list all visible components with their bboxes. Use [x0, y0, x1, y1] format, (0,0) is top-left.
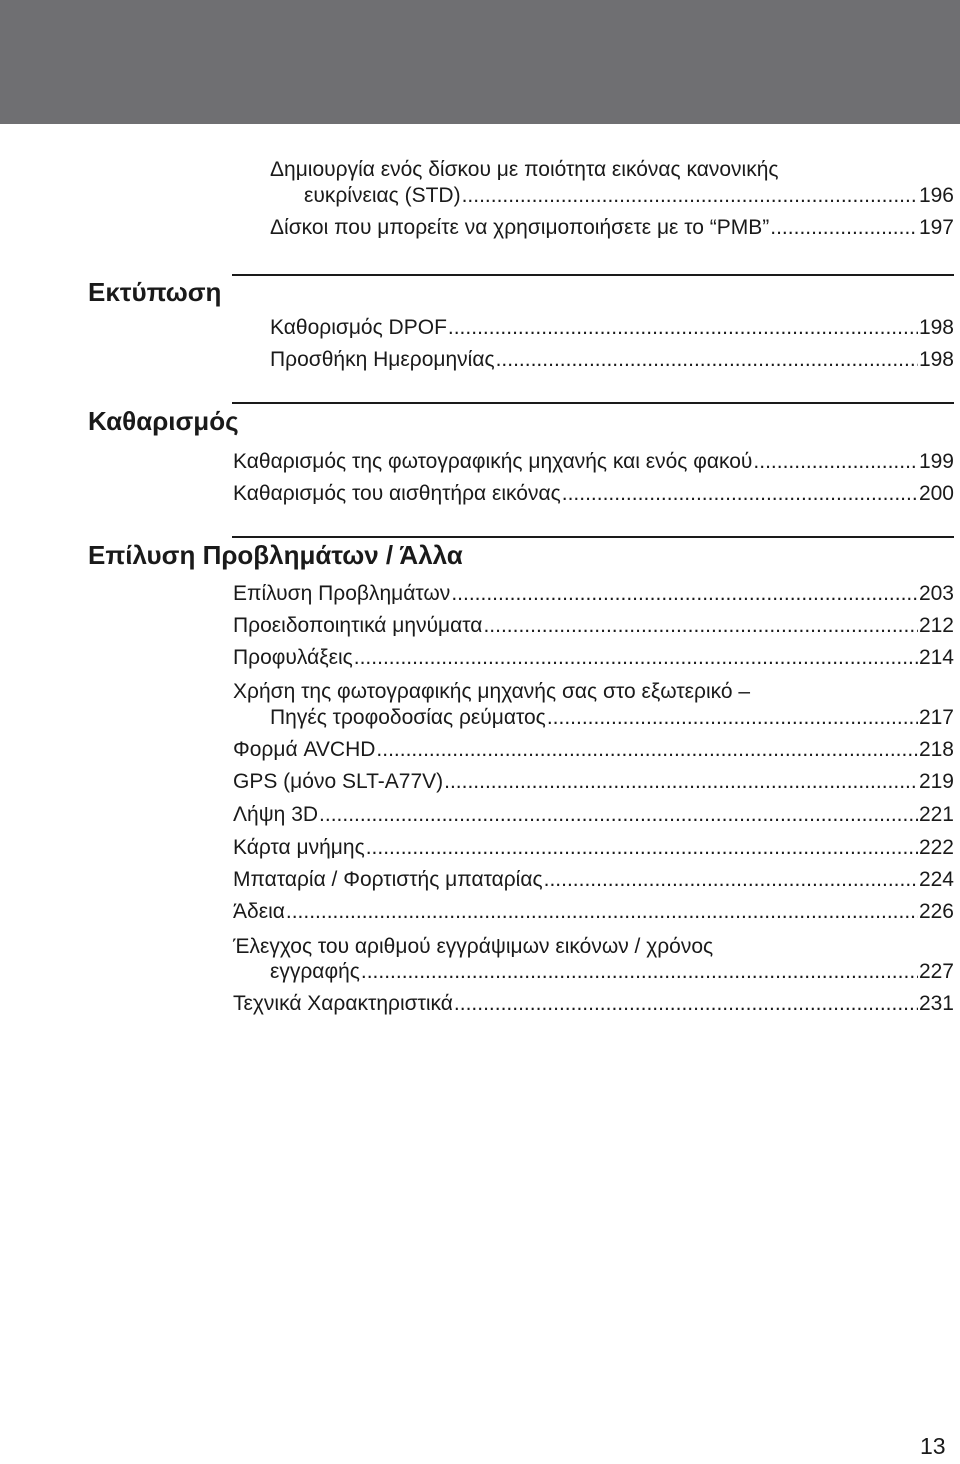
- toc-entry-label: Προειδοποιητικά μηνύματα: [233, 614, 483, 637]
- toc-page-number: 227: [918, 960, 954, 983]
- toc-entry-label: Μπαταρία / Φορτιστής μπαταρίας: [233, 868, 543, 891]
- leader-dots: [562, 479, 918, 509]
- section-title-printing: Εκτύπωση: [88, 277, 222, 307]
- section-rule: [232, 274, 954, 276]
- leader-dots: [451, 579, 918, 609]
- toc-entry-std-disc-line1: Δημιουργία ενός δίσκου με ποιότητα εικόνας κανονικής: [270, 158, 779, 181]
- toc-entry-label: Καθαρισμός της φωτογραφικής μηχανής και ενός φακού: [233, 450, 753, 473]
- toc-entry[interactable]: [233, 479, 954, 509]
- section-title-cleaning: Καθαρισμός: [88, 406, 239, 436]
- toc-page-number: 224: [918, 868, 954, 891]
- toc-entry-label: Επίλυση Προβλημάτων: [233, 582, 451, 605]
- toc-entry-label-line1: Χρήση της φωτογραφικής μηχανής σας στο εξωτερικό –: [233, 680, 751, 703]
- toc-entry-label: Δίσκοι που μπορείτε να χρησιμοποιήσετε με το “PMB”: [270, 216, 770, 239]
- toc-entry-label: εγγραφής: [270, 960, 360, 983]
- toc-entry-label-line1: Έλεγχος του αριθμού εγγράψιμων εικόνων / χρόνος: [233, 935, 714, 958]
- page-number: 13: [920, 1433, 946, 1459]
- leader-dots: [462, 181, 918, 211]
- toc-entry-label: Καθορισμός DPOF: [270, 316, 447, 339]
- leader-dots: [483, 611, 918, 641]
- toc-page-number: 221: [918, 803, 954, 826]
- toc-page-number: 226: [918, 900, 954, 923]
- toc-entry[interactable]: [233, 643, 954, 673]
- toc-entry[interactable]: [233, 833, 954, 863]
- section-rule: [232, 402, 954, 404]
- toc-entry[interactable]: [233, 989, 954, 1019]
- leader-dots: [444, 767, 918, 797]
- toc-entry[interactable]: [270, 345, 954, 375]
- toc-entry-label: Άδεια: [233, 900, 285, 923]
- toc-entry-std-disc[interactable]: [304, 181, 954, 211]
- toc-entry[interactable]: [233, 447, 954, 477]
- toc-entry-label: Προφυλάξεις: [233, 646, 353, 669]
- toc-page-number: 198: [918, 348, 954, 371]
- header-bar: [0, 0, 960, 124]
- toc-entry[interactable]: [233, 611, 954, 641]
- leader-dots: [544, 865, 918, 895]
- leader-dots: [361, 957, 918, 987]
- leader-dots: [366, 833, 918, 863]
- toc-page-number: 199: [918, 450, 954, 473]
- toc-page-number: 219: [918, 770, 954, 793]
- toc-entry[interactable]: [233, 735, 954, 765]
- toc-page-number: 214: [918, 646, 954, 669]
- leader-dots: [354, 643, 918, 673]
- toc-entry-label: Καθαρισμός του αισθητήρα εικόνας: [233, 482, 561, 505]
- toc-entry[interactable]: [233, 865, 954, 895]
- leader-dots: [753, 447, 918, 477]
- leader-dots: [319, 800, 918, 830]
- section-rule: [232, 536, 954, 538]
- toc-entry-label: Κάρτα μνήμης: [233, 836, 365, 859]
- leader-dots: [448, 313, 918, 343]
- leader-dots: [547, 703, 918, 733]
- leader-dots: [454, 989, 918, 1019]
- leader-dots: [376, 735, 918, 765]
- toc-page-number: 217: [918, 706, 954, 729]
- section-title-troubleshooting: Επίλυση Προβλημάτων / Άλλα: [88, 540, 463, 570]
- toc-page-number: 200: [918, 482, 954, 505]
- toc-entry-pmb-discs[interactable]: [270, 213, 954, 243]
- toc-entry[interactable]: [233, 579, 954, 609]
- toc-entry-label: Πηγές τροφοδοσίας ρεύματος: [270, 706, 546, 729]
- toc-entry-label: Φορμά AVCHD: [233, 738, 376, 761]
- toc-page-number: 222: [918, 836, 954, 859]
- leader-dots: [770, 213, 918, 243]
- toc-entry-label: Τεχνικά Χαρακτηριστικά: [233, 992, 453, 1015]
- toc-entry-label: Προσθήκη Ημερομηνίας: [270, 348, 495, 371]
- toc-entry[interactable]: [270, 313, 954, 343]
- toc-entry-label: ευκρίνειας (STD): [304, 184, 461, 207]
- leader-dots: [286, 897, 918, 927]
- toc-entry-label: GPS (μόνο SLT-A77V): [233, 770, 444, 793]
- toc-page-number: 218: [918, 738, 954, 761]
- toc-entry[interactable]: [270, 957, 954, 987]
- toc-page-number: 212: [918, 614, 954, 637]
- toc-entry[interactable]: [233, 767, 954, 797]
- toc-entry[interactable]: [233, 897, 954, 927]
- toc-page-number: 197: [918, 216, 954, 239]
- leader-dots: [496, 345, 918, 375]
- toc-entry[interactable]: [270, 703, 954, 733]
- toc-page-number: 203: [918, 582, 954, 605]
- toc-page-number: 196: [918, 184, 954, 207]
- toc-page-number: 231: [918, 992, 954, 1015]
- toc-page-number: 198: [918, 316, 954, 339]
- toc-entry-label: Λήψη 3D: [233, 803, 319, 826]
- toc-entry[interactable]: [233, 800, 954, 830]
